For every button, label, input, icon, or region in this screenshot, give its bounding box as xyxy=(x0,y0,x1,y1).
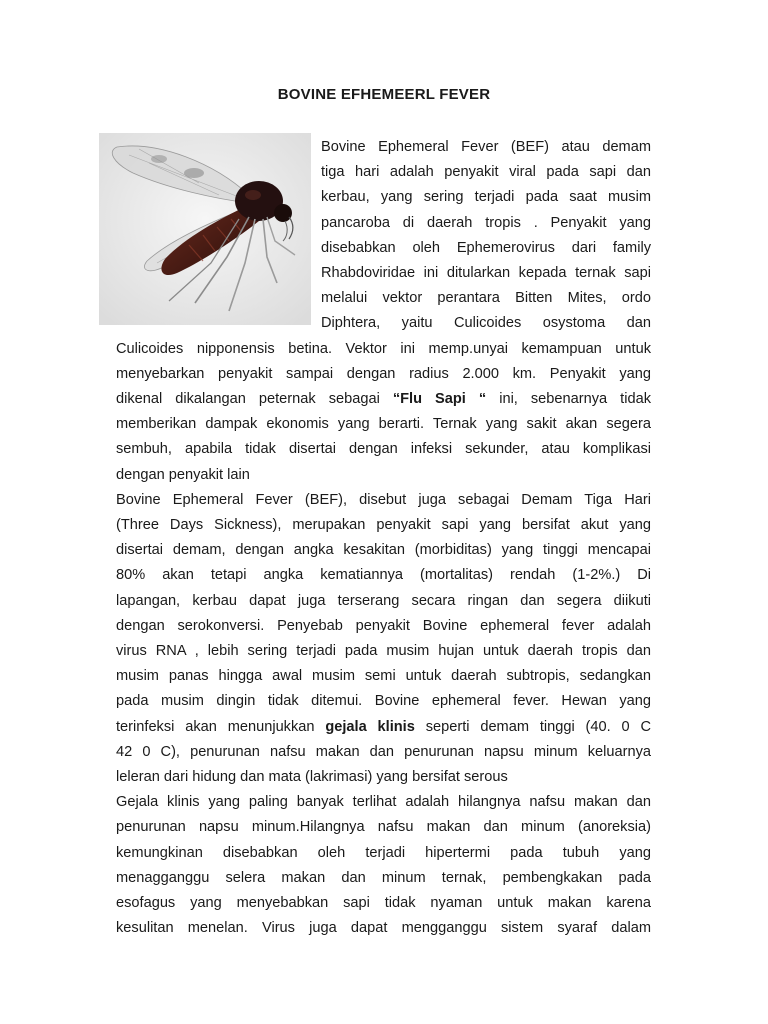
text-line: menagganggu selera makan dan minum ternak, pembengkakan pada xyxy=(116,869,651,886)
midge-insect-photo xyxy=(99,133,311,325)
text-line: esofagus yang menyebabkan sapi tidak nyaman untuk makan karena xyxy=(116,895,651,911)
text-line: 42 0 C), penurunan nafsu makan dan penurunan napsu minum keluarnya xyxy=(116,743,651,760)
text-line: menyebarkan penyakit sampai dengan radius 2.000 km. Penyakit yang xyxy=(116,365,651,382)
text-line: tiga hari adalah penyakit viral pada sapi dan xyxy=(321,164,651,181)
text-line: leleran dari hidung dan mata (lakrimasi) yang bersifat serous xyxy=(116,769,508,785)
text-line: Rhabdoviridae ini ditularkan kepada ternak sapi xyxy=(321,265,651,281)
text-line: (Three Days Sickness), merupakan penyakit sapi yang bersifat akut yang xyxy=(116,517,651,533)
bold-phrase: “Flu Sapi “ xyxy=(392,391,487,407)
text-line: melalui vektor perantara Bitten Mites, ordo xyxy=(321,290,651,307)
text-line xyxy=(116,389,651,409)
text-segment: ini, sebenarnya tidak xyxy=(486,391,651,407)
text-line: kerbau, yang sering terjadi pada saat musim xyxy=(321,189,651,206)
text-line: sembuh, apabila tidak disertai dengan infeksi sekunder, atau komplikasi xyxy=(116,441,651,458)
text-line: virus RNA , lebih sering terjadi pada musim hujan untuk daerah tropis dan xyxy=(116,643,651,659)
text-line: Culicoides nipponensis betina. Vektor ini memp.unyai kemampuan untuk xyxy=(116,340,651,357)
midge-insect-icon xyxy=(99,133,311,325)
text-segment: terinfeksi akan menunjukkan xyxy=(116,718,326,735)
text-line: 80% akan tetapi angka kematiannya (mortalitas) rendah (1-2%.) Di xyxy=(116,567,651,584)
text-line: lapangan, kerbau dapat juga terserang secara ringan dan segera diikuti xyxy=(116,592,651,609)
text-line: Bovine Ephemeral Fever (BEF), disebut juga sebagai Demam Tiga Hari xyxy=(116,491,651,508)
bold-phrase: gejala klinis xyxy=(325,718,415,735)
text-line: pada musim dingin tidak ditemui. Bovine ephemeral fever. Hewan yang xyxy=(116,693,651,710)
text-line: disertai demam, dengan angka kesakitan (morbiditas) yang tinggi mencapai xyxy=(116,542,651,559)
text-line: Gejala klinis yang paling banyak terlihat adalah hilangnya nafsu makan dan xyxy=(116,794,651,811)
text-line: disebabkan oleh Ephemerovirus dari family xyxy=(321,239,651,256)
text-segment: dikenal dikalangan peternak sebagai xyxy=(116,391,393,407)
text-line: kesulitan menelan. Virus juga dapat mengganggu sistem syaraf dalam xyxy=(116,920,651,937)
text-line: memberikan dampak ekonomis yang berarti. Ternak yang sakit akan segera xyxy=(116,416,651,433)
text-line: pancaroba di daerah tropis . Penyakit yang xyxy=(321,214,651,231)
text-line: Diphtera, yaitu Culicoides osystoma dan xyxy=(321,315,651,332)
text-line: musim panas hingga awal musim semi untuk daerah subtropis, sedangkan xyxy=(116,668,651,685)
text-line: kemungkinan disebabkan oleh terjadi hipertermi pada tubuh yang xyxy=(116,844,651,861)
text-line: dengan penyakit lain xyxy=(116,466,250,483)
text-segment: seperti demam tinggi (40. 0 C xyxy=(414,718,651,735)
document-title: BOVINE EFHEMEERL FEVER xyxy=(277,86,491,103)
text-line: dengan serokonversi. Penyebab penyakit Bovine ephemeral fever adalah xyxy=(116,617,651,634)
text-line: Bovine Ephemeral Fever (BEF) atau demam xyxy=(321,139,651,155)
text-line: penurunan napsu minum.Hilangnya nafsu makan dan minum (anoreksia) xyxy=(116,819,651,836)
text-line xyxy=(116,717,651,737)
